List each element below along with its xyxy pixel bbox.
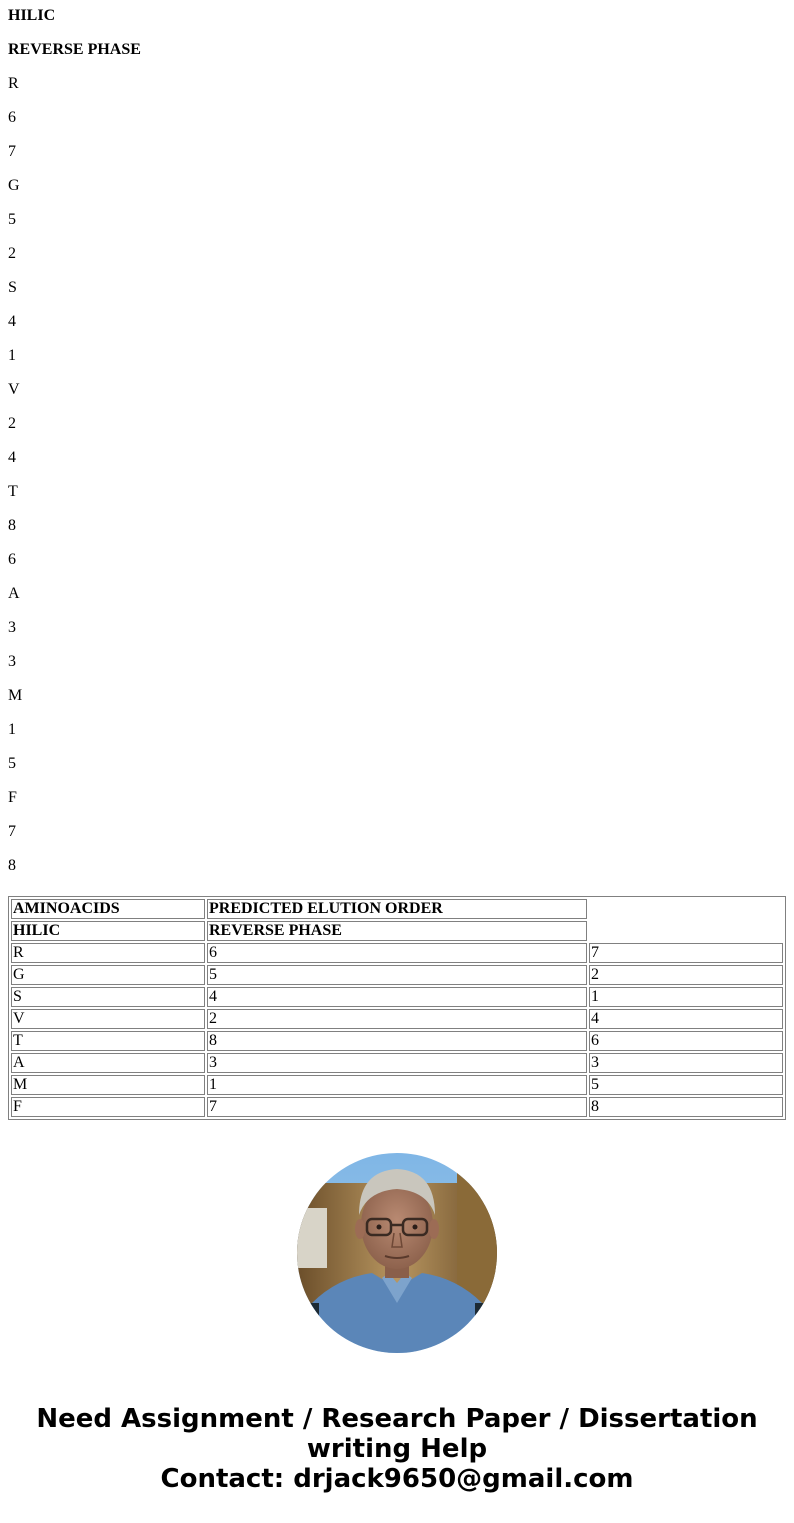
table-cell: G: [11, 965, 205, 985]
person-portrait-icon: [297, 1153, 497, 1353]
text-line: 7: [8, 143, 16, 160]
table-row: [11, 1031, 783, 1051]
table-cell: 4: [589, 1009, 783, 1029]
text-line: F: [8, 789, 17, 806]
table-header-cell: REVERSE PHASE: [207, 921, 587, 941]
table-header-cell: HILIC: [11, 921, 205, 941]
text-line: 2: [8, 415, 16, 432]
table-empty-cell: [589, 921, 783, 941]
table-cell: M: [11, 1075, 205, 1095]
table-cell: 4: [207, 987, 587, 1007]
banner-line: Need Assignment / Research Paper / Dissertation: [36, 1404, 758, 1434]
text-line: 6: [8, 109, 16, 126]
text-line: 5: [8, 211, 16, 228]
table-row: [11, 1075, 783, 1095]
avatar: [297, 1153, 497, 1353]
table-header-cell: AMINOACIDS: [11, 899, 205, 919]
table-cell: V: [11, 1009, 205, 1029]
table-cell: A: [11, 1053, 205, 1073]
table-cell: S: [11, 987, 205, 1007]
table-cell: 6: [207, 943, 587, 963]
text-line: A: [8, 585, 20, 602]
table-cell: R: [11, 943, 205, 963]
table-cell: 7: [589, 943, 783, 963]
text-lines: [8, 8, 786, 892]
banner-line: writing Help: [306, 1434, 488, 1464]
table-header-cell: PREDICTED ELUTION ORDER: [207, 899, 587, 919]
table-cell: 7: [207, 1097, 587, 1117]
table-body: [11, 943, 783, 1117]
text-line: 8: [8, 857, 16, 874]
text-line: 3: [8, 619, 16, 636]
table-row: [11, 1097, 783, 1117]
text-line: 4: [8, 313, 16, 330]
text-line: 4: [8, 449, 16, 466]
text-line: S: [8, 279, 17, 296]
table-header-row: [11, 899, 783, 919]
text-line: 6: [8, 551, 16, 568]
text-line: 3: [8, 653, 16, 670]
table-row: [11, 943, 783, 963]
table-row: [11, 1009, 783, 1029]
table-row: [11, 1053, 783, 1073]
table-cell: 1: [589, 987, 783, 1007]
contact-email-line: Contact: drjack9650@gmail.com: [160, 1464, 634, 1494]
text-line: 7: [8, 823, 16, 840]
table-cell: T: [11, 1031, 205, 1051]
text-line: 1: [8, 347, 16, 364]
table-cell: 6: [589, 1031, 783, 1051]
table-cell: 8: [207, 1031, 587, 1051]
table-row: [11, 965, 783, 985]
table-cell: 2: [589, 965, 783, 985]
text-line: 5: [8, 755, 16, 772]
text-line: 8: [8, 517, 16, 534]
elution-order-table: [8, 896, 786, 1120]
table-empty-cell: [589, 899, 783, 919]
table-cell: 3: [589, 1053, 783, 1073]
text-line: T: [8, 483, 18, 500]
table-cell: 2: [207, 1009, 587, 1029]
text-line: R: [8, 75, 19, 92]
table-cell: 5: [207, 965, 587, 985]
table-cell: F: [11, 1097, 205, 1117]
text-line: REVERSE PHASE: [8, 41, 141, 58]
table-cell: 1: [207, 1075, 587, 1095]
text-line: HILIC: [8, 7, 56, 24]
table-cell: 3: [207, 1053, 587, 1073]
text-line: 1: [8, 721, 16, 738]
table-cell: 8: [589, 1097, 783, 1117]
table-header-row: [11, 921, 783, 941]
text-line: M: [8, 687, 23, 704]
table-cell: 5: [589, 1075, 783, 1095]
text-line: G: [8, 177, 20, 194]
text-line: 2: [8, 245, 16, 262]
contact-banner: [0, 1404, 794, 1494]
text-line: V: [8, 381, 20, 398]
table-row: [11, 987, 783, 1007]
